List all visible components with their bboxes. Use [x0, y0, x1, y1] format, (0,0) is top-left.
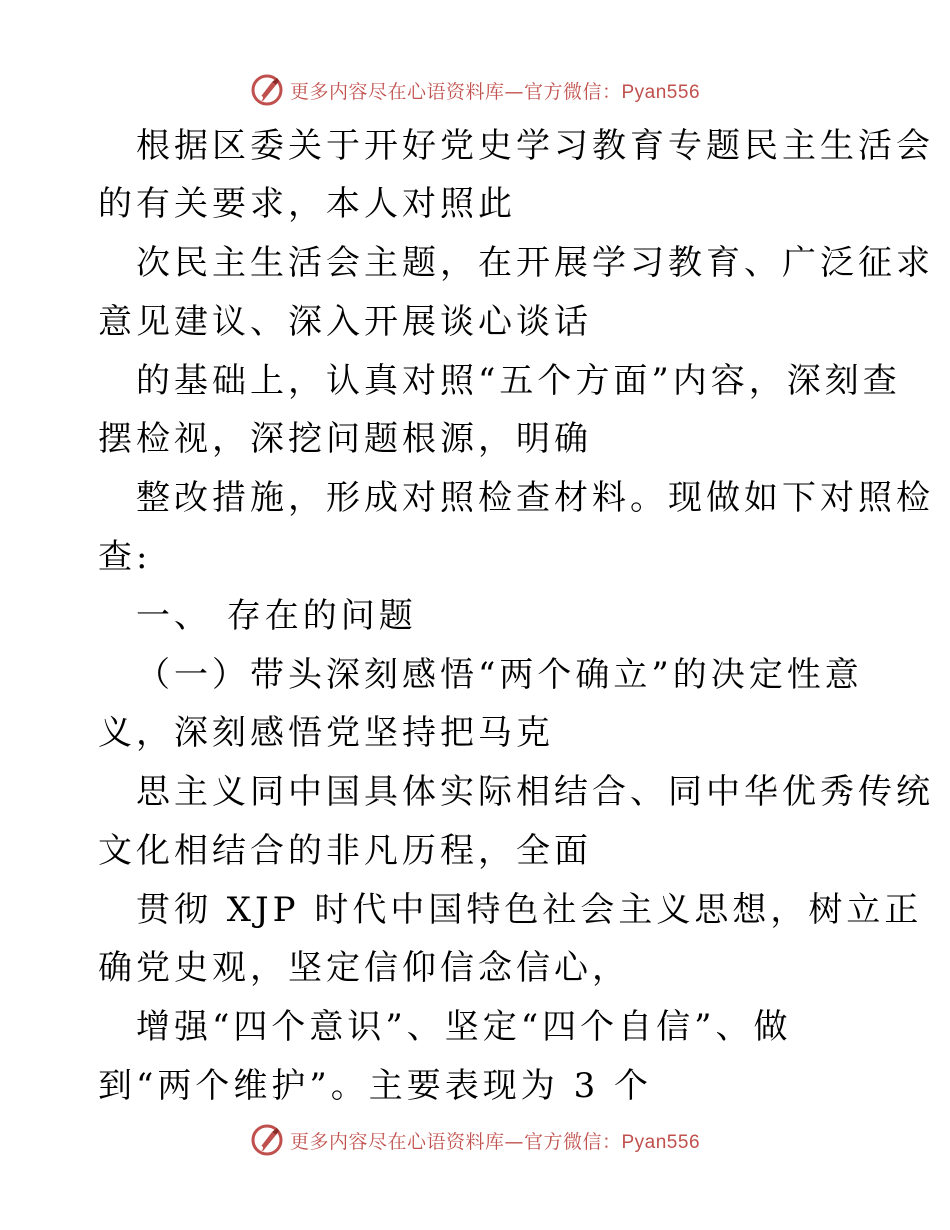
watermark-text: 更多内容尽在心语资料库—官方微信：Pyan556: [289, 1130, 701, 1153]
paragraph-line: 到“两个维护”。主要表现为 3 个: [98, 1066, 653, 1106]
watermark-wechat-id: Pyan556: [621, 81, 701, 103]
quill-pen-icon: [250, 73, 284, 107]
paragraph-line: 的基础上，认真对照“五个方面”内容，深刻查: [136, 361, 901, 401]
paragraph-line: 贯彻 XJP 时代中国特色社会主义思想，树立正: [136, 890, 923, 930]
paragraph-line: 整改措施，形成对照检查材料。现做如下对照检: [136, 478, 934, 518]
header-watermark: [0, 72, 950, 108]
paragraph-line: 的有关要求，本人对照此: [98, 184, 516, 224]
paragraph-line: 义，深刻感悟党坚持把马克: [98, 713, 554, 753]
paragraph-line: 次民主生活会主题，在开展学习教育、广泛征求: [136, 243, 934, 283]
quill-pen-icon: [250, 1123, 284, 1157]
watermark-text: 更多内容尽在心语资料库—官方微信：Pyan556: [289, 80, 701, 103]
subsection-heading: （一）带头深刻感悟“两个确立”的决定性意: [136, 655, 863, 695]
paragraph-line: 意见建议、深入开展谈心谈话: [98, 302, 592, 342]
watermark-group: [250, 1123, 700, 1157]
paragraph-line: 增强“四个意识”、坚定“四个自信”、做: [136, 1007, 792, 1047]
watermark-wechat-id: Pyan556: [621, 1131, 701, 1153]
paragraph-line: 查:: [98, 537, 152, 577]
paragraph-line: 摆检视，深挖问题根源，明确: [98, 419, 592, 459]
footer-watermark: [0, 1122, 950, 1158]
watermark-group: [250, 73, 700, 107]
section-heading: 一、 存在的问题: [136, 596, 417, 636]
paragraph-line: 文化相结合的非凡历程，全面: [98, 831, 592, 871]
paragraph-line: 思主义同中国具体实际相结合、同中华优秀传统: [136, 772, 934, 812]
paragraph-line: 确党史观，坚定信仰信念信心，: [98, 948, 630, 988]
paragraph-line: 根据区委关于开好党史学习教育专题民主生活会: [136, 126, 934, 166]
